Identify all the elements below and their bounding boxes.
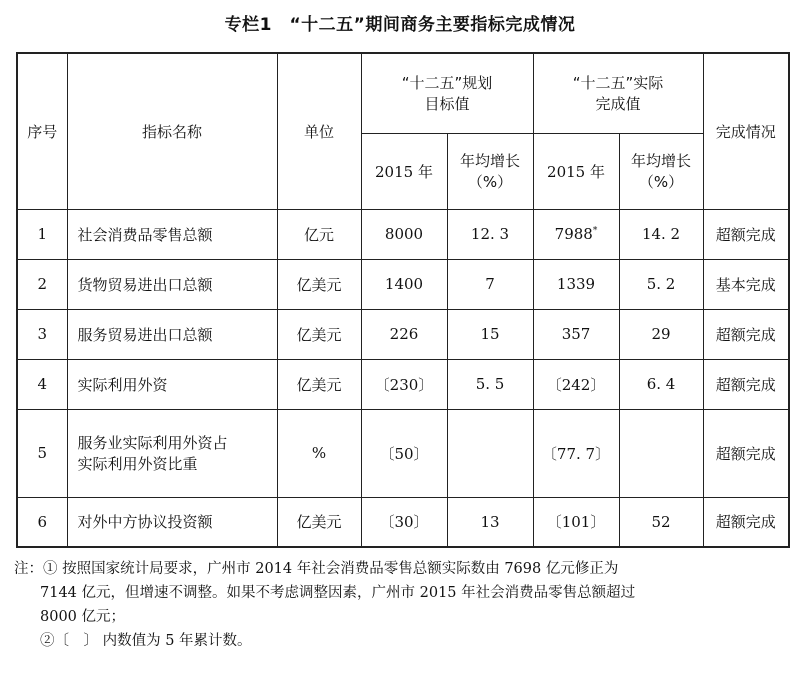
header-actual-growth-line2: （%）	[638, 173, 684, 191]
row-seq: 4	[17, 359, 67, 409]
header-plan-growth	[447, 133, 533, 209]
row-plan-2015: 〔50〕	[361, 409, 447, 497]
footnote-mark: *	[592, 226, 598, 236]
row-status: 超额完成	[703, 409, 789, 497]
header-name: 指标名称	[67, 53, 277, 209]
row-actual-growth: 5. 2	[619, 259, 703, 309]
header-plan-growth-line1: 年均增长	[460, 152, 521, 170]
row-name: 货物贸易进出口总额	[67, 259, 277, 309]
table-row	[17, 409, 789, 497]
note-line-1: 注：① 按照国家统计局要求，广州市 2014 年社会消费品零售总额实际数由 7698 亿元修正为	[14, 561, 619, 577]
table-row	[17, 497, 789, 547]
row-status: 基本完成	[703, 259, 789, 309]
row-status: 超额完成	[703, 497, 789, 547]
header-actual-2015: 2015 年	[533, 133, 619, 209]
row-status: 超额完成	[703, 209, 789, 259]
row-plan-2015: 8000	[361, 209, 447, 259]
note-line-2: 7144 亿元，但增速不调整。如果不考虑调整因素，广州市 2015 年社会消费品零售总额超过	[40, 585, 636, 601]
header-status: 完成情况	[703, 53, 789, 209]
row-unit: 亿元	[277, 209, 361, 259]
row-plan-2015: 1400	[361, 259, 447, 309]
row-name: 社会消费品零售总额	[67, 209, 277, 259]
table-row	[17, 359, 789, 409]
row-actual-2015: 〔101〕	[533, 497, 619, 547]
row-plan-2015: 〔30〕	[361, 497, 447, 547]
row-plan-2015: 226	[361, 309, 447, 359]
header-plan-line2: 目标值	[424, 95, 470, 114]
row-plan-growth: 13	[447, 497, 533, 547]
note-line-3: 8000 亿元；	[40, 609, 126, 625]
row-unit: %	[277, 409, 361, 497]
header-plan-line1: “十二五”规划	[401, 74, 493, 93]
table-notes	[14, 557, 790, 653]
row-plan-growth: 7	[447, 259, 533, 309]
note-line-4: ②〔 〕 内数值为 5 年累计数。	[40, 633, 252, 649]
indicator-table	[16, 52, 790, 548]
row-seq: 6	[17, 497, 67, 547]
row-seq: 1	[17, 209, 67, 259]
header-actual-growth	[619, 133, 703, 209]
row-actual-2015	[533, 209, 619, 259]
row-plan-growth	[447, 409, 533, 497]
header-plan-group	[361, 53, 533, 133]
row-name: 服务贸易进出口总额	[67, 309, 277, 359]
row-plan-growth: 15	[447, 309, 533, 359]
row-actual-2015: 357	[533, 309, 619, 359]
row-actual-growth: 14. 2	[619, 209, 703, 259]
row-actual-growth	[619, 409, 703, 497]
header-actual-line1: “十二五”实际	[572, 74, 664, 93]
row-plan-growth: 5. 5	[447, 359, 533, 409]
header-actual-group	[533, 53, 703, 133]
row-seq: 2	[17, 259, 67, 309]
header-unit: 单位	[277, 53, 361, 209]
header-seq: 序号	[17, 53, 67, 209]
row-name	[67, 409, 277, 497]
row-seq: 5	[17, 409, 67, 497]
row-name-line2: 实际利用外资比重	[77, 455, 198, 473]
header-actual-line2: 完成值	[595, 95, 641, 114]
header-plan-2015: 2015 年	[361, 133, 447, 209]
row-actual-2015: 〔242〕	[533, 359, 619, 409]
row-actual-2015: 〔77. 7〕	[533, 409, 619, 497]
row-unit: 亿美元	[277, 359, 361, 409]
row-status: 超额完成	[703, 309, 789, 359]
row-seq: 3	[17, 309, 67, 359]
row-actual-growth: 6. 4	[619, 359, 703, 409]
row-unit: 亿美元	[277, 309, 361, 359]
row-name: 实际利用外资	[67, 359, 277, 409]
row-status: 超额完成	[703, 359, 789, 409]
row-name-line1: 服务业实际利用外资占	[77, 434, 228, 452]
table-row	[17, 209, 789, 259]
row-unit: 亿美元	[277, 497, 361, 547]
row-actual-2015: 1339	[533, 259, 619, 309]
table-row	[17, 309, 789, 359]
row-unit: 亿美元	[277, 259, 361, 309]
row-actual-value: 7988	[554, 225, 593, 243]
row-actual-growth: 29	[619, 309, 703, 359]
row-plan-2015: 〔230〕	[361, 359, 447, 409]
table-row	[17, 259, 789, 309]
header-plan-growth-line2: （%）	[467, 173, 513, 191]
row-name: 对外中方协议投资额	[67, 497, 277, 547]
header-actual-growth-line1: 年均增长	[631, 152, 692, 170]
row-plan-growth: 12. 3	[447, 209, 533, 259]
table-title: 专栏1 “十二五”期间商务主要指标完成情况	[224, 15, 576, 35]
row-actual-growth: 52	[619, 497, 703, 547]
